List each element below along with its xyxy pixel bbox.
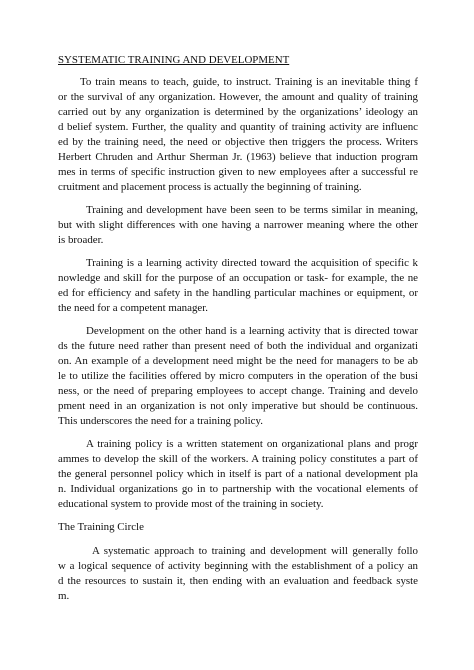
- text-line: nowledge and skill for the purpose of an occupation or task- for example, the ne: [58, 272, 418, 284]
- document-title: SYSTEMATIC TRAINING AND DEVELOPMENT: [58, 54, 290, 66]
- text-line: w a logical sequence of activity beginning with the establishment of a policy an: [58, 560, 418, 572]
- text-line: or the survival of any organization. However, the amount and quality of training: [58, 91, 418, 103]
- text-line: educational system to provide most of the training in society.: [58, 498, 324, 510]
- text-line: d the resources to sustain it, then ending with an evaluation and feedback syste: [58, 575, 418, 587]
- text-line: the need for a competent manager.: [58, 302, 208, 314]
- paragraph-6: [58, 544, 418, 604]
- text-line: ed for efficiency and safety in the handling particular machines or equipment, or: [58, 287, 418, 299]
- text-line: is broader.: [58, 234, 104, 246]
- text-line: pment need in an organization is not only imperative but should be continuous.: [58, 400, 418, 412]
- text-line: A systematic approach to training and development will generally follo: [92, 545, 418, 557]
- text-line: carried out by any organization is determined by the organizations’ ideology an: [58, 106, 418, 118]
- text-line: n. Individual organizations go in to partnership with the vocational elements of: [58, 483, 418, 495]
- text-line: ammes to develop the skill of the workers. A training policy constitutes a part of: [58, 453, 418, 465]
- paragraph-4: [58, 324, 418, 429]
- document-body: [58, 53, 418, 612]
- text-line: on. An example of a development need might be the need for managers to be ab: [58, 355, 418, 367]
- text-line: m.: [58, 590, 70, 602]
- text-line: A training policy is a written statement on organizational plans and progr: [86, 438, 418, 450]
- text-line: but with slight differences with one having a narrower meaning where the other: [58, 219, 418, 231]
- text-line: Training and development have been seen to be terms similar in meaning,: [86, 204, 418, 216]
- text-line: d belief system. Further, the quality and quantity of training activity are influenc: [58, 121, 418, 133]
- text-line: This underscores the need for a training policy.: [58, 415, 263, 427]
- text-line: cruitment and placement process is actually the beginning of training.: [58, 181, 362, 193]
- paragraph-1: [58, 75, 418, 195]
- text-line: To train means to teach, guide, to instruct. Training is an inevitable thing f: [80, 76, 418, 88]
- text-line: Herbert Chruden and Arthur Sherman Jr. (1963) believe that induction program: [58, 151, 418, 163]
- paragraph-5: [58, 437, 418, 512]
- text-line: the general personnel policy which in itself is part of a national development pla: [58, 468, 418, 480]
- text-line: ed by the training need, the need or objective then triggers the process. Writers: [58, 136, 418, 148]
- paragraph-2: [58, 203, 418, 248]
- text-line: ness, or the need of preparing employees to accept change. Training and develo: [58, 385, 418, 397]
- section-subheading: The Training Circle: [58, 521, 144, 533]
- text-line: mes in terms of specific instruction given to new employees after a successful re: [58, 166, 418, 178]
- text-line: Training is a learning activity directed toward the acquisition of specific k: [86, 257, 418, 269]
- text-line: le to utilize the facilities offered by micro computers in the operation of the busi: [58, 370, 418, 382]
- text-line: ds the future need rather than present need of both the individual and organizati: [58, 340, 418, 352]
- text-line: Development on the other hand is a learning activity that is directed towar: [86, 325, 418, 337]
- paragraph-3: [58, 256, 418, 316]
